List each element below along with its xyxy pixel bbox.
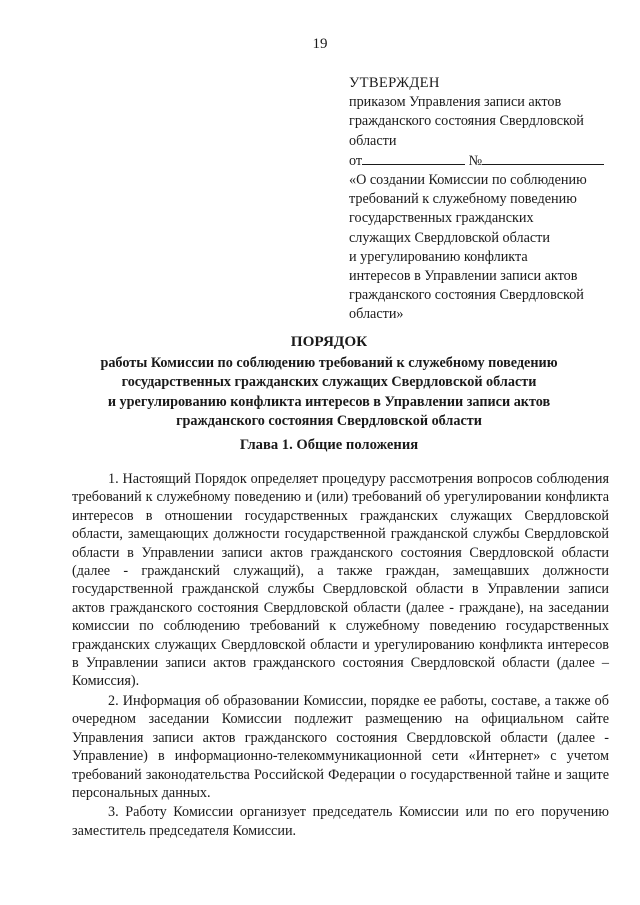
date-blank [362, 151, 465, 165]
document-subtitle-line: и урегулированию конфликта интересов в Управлении записи актов [107, 393, 551, 410]
order-title-line: требований к служебному поведению [349, 191, 577, 208]
approval-stamp [349, 74, 611, 325]
order-title-line: области» [349, 306, 404, 323]
approval-line: гражданского состояния Свердловской [349, 113, 584, 130]
number-blank [482, 151, 604, 165]
document-title: ПОРЯДОК [290, 333, 368, 350]
paragraph: 3. Работу Комиссии организует председатель Комиссии или по его поручению заместитель председателя Комиссии. [72, 804, 609, 839]
approval-line: области [349, 132, 397, 149]
paragraph: 2. Информация об образовании Комиссии, порядке ее работы, составе, а также об очередном заседании Комиссии подлежит размещению на официальном сайте Управления записи актов гражданского состояния Свердловской области (далее - Управление) в информационно-телекоммуникационной сети «Интернет» с учетом требований законодательства Российской Федерации о государственной тайне и защите персональных данных. [72, 692, 609, 801]
document-body [72, 470, 609, 840]
order-title-line: интересов в Управлении записи актов [349, 268, 578, 285]
order-title-line: государственных гражданских [349, 210, 534, 227]
date-prefix: от [349, 152, 363, 169]
approval-line: приказом Управления записи актов [349, 94, 562, 111]
document-subtitle-line: работы Комиссии по соблюдению требований к служебному поведению [100, 355, 558, 371]
approval-date-number-line [349, 151, 611, 171]
order-title-line: и урегулированию конфликта [349, 248, 528, 265]
order-title-line: гражданского состояния Свердловской [349, 287, 584, 304]
order-title-line: «О создании Комиссии по соблюдению [349, 172, 587, 189]
order-title-line: служащих Свердловской области [349, 229, 550, 246]
page-number: 19 [312, 36, 328, 52]
paragraph: 1. Настоящий Порядок определяет процедуру рассмотрения вопросов соблюдения требований к служебному поведению и (или) требований об урегулировании конфликта интересов в отношении государственных гражданских служащих Свердловской области, замещающих должности государственной гражданской службы Свердловской области в Управлении записи актов гражданского состояния Свердловской области (далее - гражданский служащий), а также граждан, замещавших должности государственной гражданской службы Свердловской области в Управлении записи актов гражданского состояния Свердловской области (далее - граждане), на заседании комиссии по соблюдению требований к служебному поведению государственных гражданских служащих Свердловской области и урегулированию конфликта интересов в Управлении записи актов гражданского состояния Свердловской области (далее – Комиссия). [72, 471, 609, 690]
document-title-block [40, 332, 618, 432]
document-subtitle-line: государственных гражданских служащих Свердловской области [121, 374, 537, 391]
chapter-heading: Глава 1. Общие положения [239, 437, 419, 453]
number-prefix: № [468, 152, 483, 169]
document-subtitle-line: гражданского состояния Свердловской области [176, 413, 482, 430]
approval-heading: УТВЕРЖДЕН [349, 75, 440, 91]
